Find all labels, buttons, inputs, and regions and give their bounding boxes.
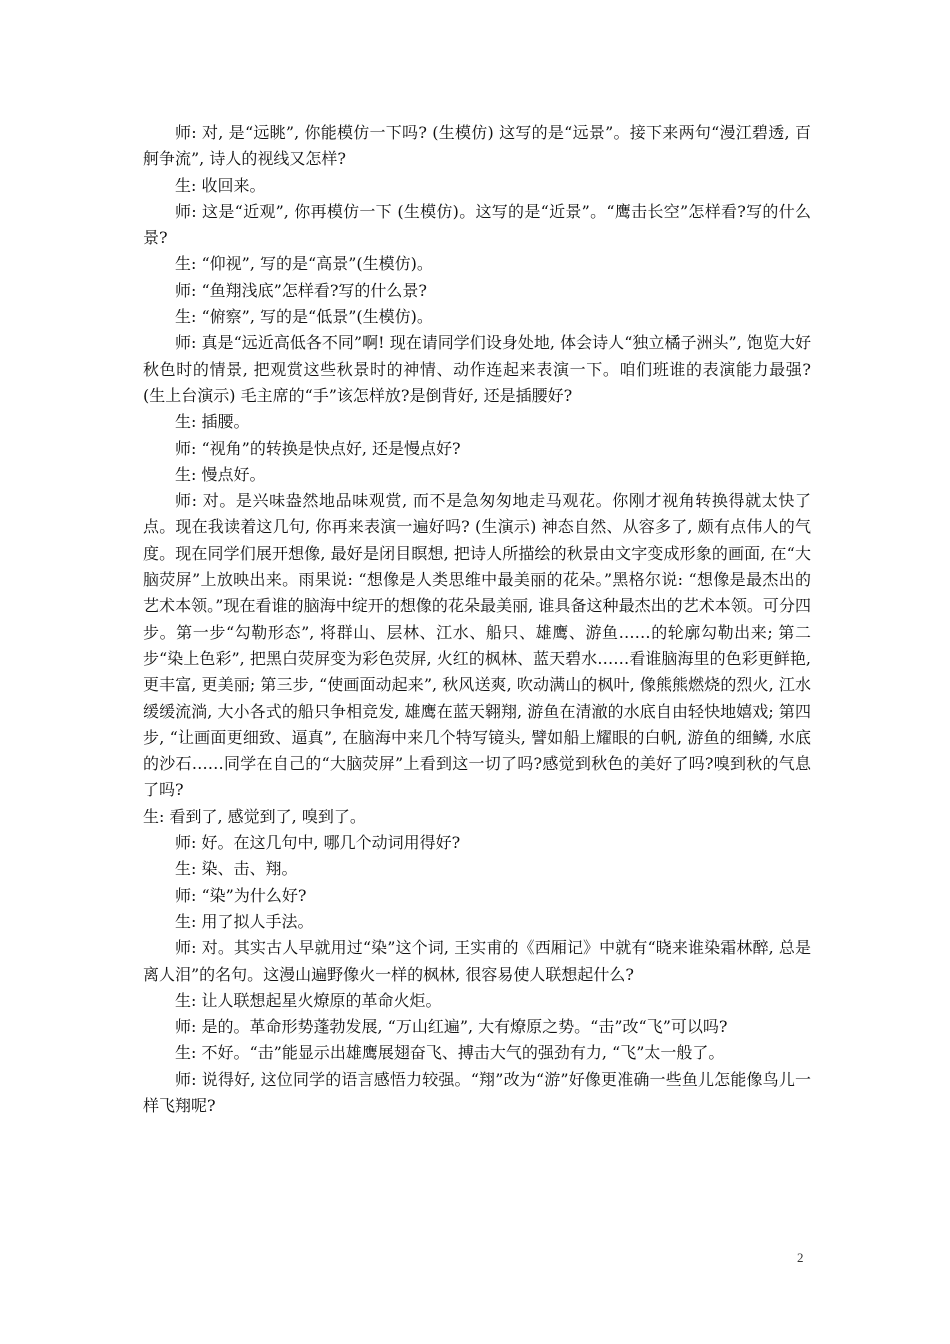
paragraph: 生: 用了拟人手法。	[175, 911, 314, 931]
paragraph: 生: 收回来。	[175, 175, 266, 195]
paragraph: 师: 是的。革命形势蓬勃发展, “万山红遍”, 大有燎原之势。“击”改“飞”可以吗?	[175, 1017, 728, 1037]
paragraph: 师: “视角”的转换是快点好, 还是慢点好?	[175, 438, 461, 458]
paragraph: 生: 让人联想起星火燎原的革命火炬。	[175, 990, 442, 1010]
paragraph: 师: “鱼翔浅底”怎样看?写的什么景?	[175, 280, 427, 300]
paragraph: 生: 看到了, 感觉到了, 嗅到了。	[143, 806, 366, 826]
lesson-transcript	[143, 120, 811, 1119]
paragraph: 师: 这是“近观”, 你再模仿一下 (生模仿)。这写的是“近景”。“鹰击长空”怎样看?写的什么景?	[143, 201, 811, 248]
paragraph: 师: 对, 是“远眺”, 你能模仿一下吗? (生模仿) 这写的是“远景”。接下来两句“漫江碧透, 百舸争流”, 诗人的视线又怎样?	[143, 123, 811, 169]
paragraph: 生: “仰视”, 写的是“高景”(生模仿)。	[175, 254, 433, 274]
paragraph: 师: 好。在这几句中, 哪几个动词用得好?	[175, 833, 461, 853]
paragraph: 生: 不好。“击”能显示出雄鹰展翅奋飞、搏击大气的强劲有力, “飞”太一般了。	[175, 1043, 725, 1063]
paragraph: 师: 真是“远近高低各不同”啊! 现在请同学们设身处地, 体会诗人“独立橘子洲头”, 饱览大好秋色时的情景, 把观赏这些秋景时的神情、动作连起来表演一下。咱们班谁的表演能力最强? (生上台演示) 毛主席的“手”该怎样放?是倒背好, 还是插腰好?	[143, 333, 811, 405]
paragraph: 师: 对。是兴味盎然地品味观赏, 而不是急匆匆地走马观花。你刚才视角转换得就太快了点。现在我读着这几句, 你再来表演一遍好吗? (生演示) 神态自然、从容多了, 颇有点伟人的气度。现在同学们展开想像, 最好是闭目瞑想, 把诗人所描绘的秋景由文字变成形象的画面, 在“大脑荧屏”上放映出来。雨果说: “想像是人类思维中最美丽的花朵。”黑格尔说: “想像是最杰出的艺术本领。”现在看谁的脑海中绽开的想像的花朵最美丽, 谁具备这种最杰出的艺术本领。可分四步。第一步“勾勒形态”, 将群山、层林、江水、船只、雄鹰、游鱼……的轮廓勾勒出来; 第二步“染上色彩”, 把黑白荧屏变为彩色荧屏, 火红的枫林、蓝天碧水……看谁脑海里的色彩更鲜艳, 更丰富, 更美丽; 第三步, “使画面动起来”, 秋风送爽, 吹动满山的枫叶, 像熊熊燃烧的烈火, 江水缓缓流淌, 大小各式的船只争相竞发, 雄鹰在蓝天翱翔, 游鱼在清澈的水底自由轻快地嬉戏; 第四步, “让画面更细致、逼真”, 在脑海中来几个特写镜头, 譬如船上耀眼的白帆, 游鱼的细鳞, 水底的沙石……同学在自己的“大脑荧屏”上看到这一切了吗?感觉到秋色的美好了吗?嗅到秋的气息了吗?	[143, 491, 811, 800]
paragraph: 生: “俯察”, 写的是“低景”(生模仿)。	[175, 307, 433, 327]
paragraph: 生: 插腰。	[175, 412, 250, 432]
paragraph: 师: “染”为什么好?	[175, 885, 307, 905]
page-number: 2	[797, 1250, 804, 1265]
paragraph: 师: 对。其实古人早就用过“染”这个词, 王实甫的《西厢记》中就有“晓来谁染霜林醉, 总是离人泪”的名句。这漫山遍野像火一样的枫林, 很容易使人联想起什么?	[143, 938, 811, 984]
paragraph: 生: 染、击、翔。	[175, 859, 298, 879]
paragraph: 师: 说得好, 这位同学的语言感悟力较强。“翔”改为“游”好像更准确一些鱼儿怎能像鸟儿一样飞翔呢?	[143, 1069, 811, 1115]
paragraph: 生: 慢点好。	[175, 464, 266, 484]
